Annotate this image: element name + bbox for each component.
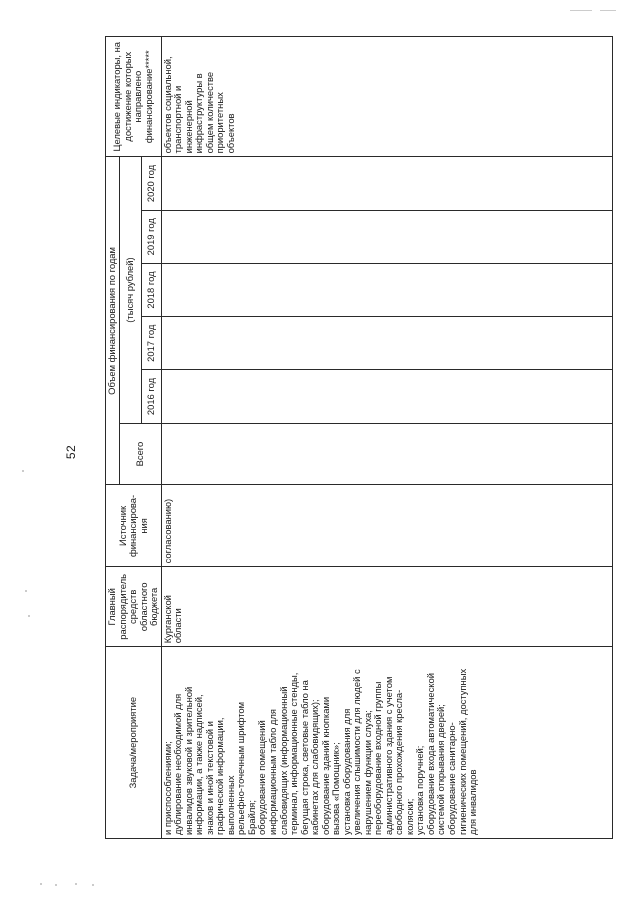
task-lines: [163, 650, 479, 835]
scan-speck: [75, 883, 77, 885]
scan-speck: [92, 884, 94, 886]
text-line: информации, а также надписей,: [193, 694, 205, 835]
distributor-cell: [161, 567, 612, 647]
text-line: Курганской: [161, 595, 173, 644]
text-line: кабинетах для слабовидящих);: [309, 699, 321, 835]
text-line: вызова «Помощник»;: [330, 742, 342, 835]
year-2016-cell: [161, 370, 612, 423]
text-line: выполненных: [224, 775, 236, 835]
indicator-lines: [163, 40, 237, 153]
financing-table: [105, 36, 613, 839]
text-line: слабовидящих (информационный: [277, 686, 289, 835]
text-line: объектов: [224, 113, 236, 154]
header-indicators: Целевые индикаторы, на достижение которых направлено финансирование*****: [106, 37, 162, 157]
distributor-lines: [163, 570, 184, 643]
text-line: Брайля;: [245, 800, 257, 835]
text-line: транспортной и: [172, 85, 184, 154]
text-line: дублирование необходимой для: [172, 693, 184, 835]
header-year-2019: 2019 год: [141, 210, 161, 263]
text-line: установка оборудования для: [340, 708, 352, 835]
text-line: терминал, информационные стенды,: [288, 672, 300, 835]
text-line: знаков и иной текстовой и: [203, 721, 215, 835]
text-line: переоборудование входной группы: [372, 681, 384, 835]
text-line: инфраструктуры в: [193, 73, 205, 154]
source-lines: [163, 488, 174, 563]
text-line: объектов социальной,: [161, 56, 173, 154]
scan-speck: [25, 590, 27, 592]
text-line: области: [172, 608, 184, 644]
text-line: инженерной: [182, 100, 194, 154]
scan-speck: [55, 884, 57, 886]
text-line: инвалидов звуковой и зрительной: [182, 686, 194, 835]
year-2020-cell: [161, 157, 612, 210]
text-line: и приспособлениями;: [161, 741, 173, 835]
header-volume-group: Объем финансирования по годам: [106, 157, 120, 485]
task-cell: [161, 647, 612, 839]
header-year-2017: 2017 год: [141, 317, 161, 370]
header-year-2016: 2016 год: [141, 370, 161, 423]
indicators-cell: [161, 37, 612, 157]
table-row: [161, 37, 612, 839]
text-line: согласованию): [161, 498, 173, 564]
text-line: информационным табло для: [266, 709, 278, 835]
scan-speck: [40, 883, 42, 885]
text-line: приоритетных: [214, 92, 226, 154]
year-2018-cell: [161, 263, 612, 316]
header-year-2018: 2018 год: [141, 263, 161, 316]
text-line: увеличения слышимости для людей с: [351, 669, 363, 835]
total-cell: [161, 423, 612, 485]
text-line: общем количестве: [203, 71, 215, 154]
year-2017-cell: [161, 317, 612, 370]
text-line: административного здания с учетом: [382, 676, 394, 835]
text-line: нарушением функции слуха;: [361, 710, 373, 835]
scan-speck: [22, 470, 24, 472]
year-2019-cell: [161, 210, 612, 263]
text-line: рельефно-точечным шрифтом: [235, 701, 247, 835]
scan-speck: [28, 615, 30, 617]
rotated-table-wrapper: [105, 36, 613, 839]
source-cell: [161, 485, 612, 567]
text-line: оборудование входа автоматической: [424, 673, 436, 835]
text-line: для инвалидов: [467, 769, 479, 835]
scan-mark: [570, 10, 592, 11]
text-line: бегущая строка, световые табло на: [298, 680, 310, 835]
text-line: свободного прохождения кресла-: [393, 689, 405, 835]
page-number: 52: [64, 444, 78, 460]
text-line: гигиенических помещений, доступных: [456, 668, 468, 835]
text-line: оборудование санитарно-: [446, 722, 457, 835]
header-volume-unit: (тысяч рублей): [120, 157, 142, 423]
text-line: системой открывания дверей;: [435, 704, 447, 835]
scan-mark: [600, 10, 616, 11]
header-distributor: Главный распорядитель средств областного бюджета: [106, 567, 162, 647]
header-year-2020: 2020 год: [141, 157, 161, 210]
text-line: коляски;: [403, 798, 415, 835]
text-line: установка поручней;: [414, 745, 426, 835]
header-task: Задача/мероприятие: [106, 647, 162, 839]
header-total: Всего: [120, 423, 162, 485]
text-line: оборудование помещений: [256, 720, 268, 835]
text-line: оборудование зданий кнопками: [319, 696, 331, 835]
header-source: Источник финансирова-ния: [106, 485, 162, 567]
text-line: графической информации,: [214, 717, 226, 835]
